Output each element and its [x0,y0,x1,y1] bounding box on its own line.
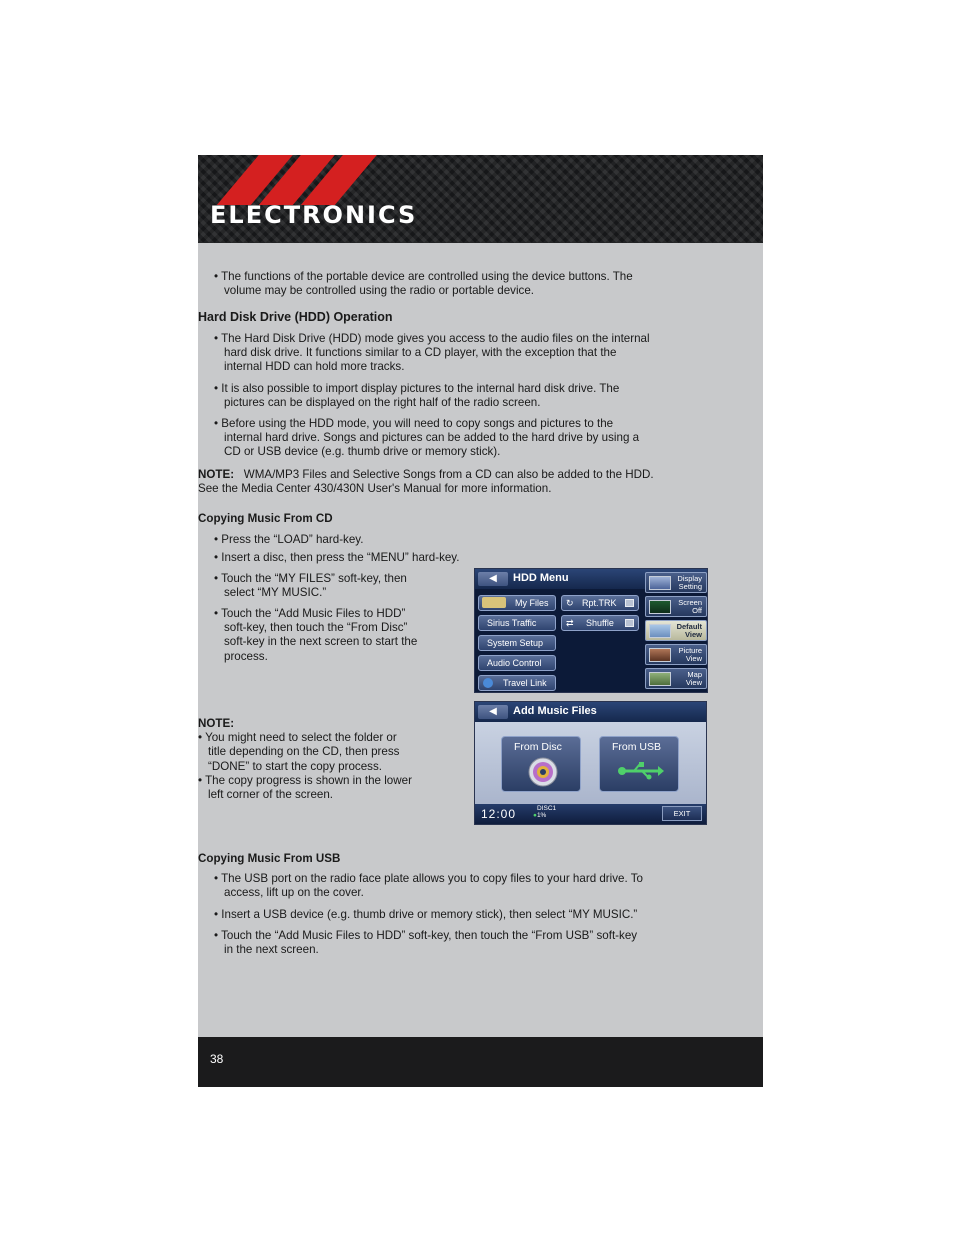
default-view-button[interactable]: Default View [645,620,707,641]
display-icon [649,576,671,590]
cd-bullet: • Touch the “Add Music Files to HDD” soft-key, then touch the “From Disc” soft-key in the next screen to start the process. [214,607,418,663]
hdd-bullet: • It is also possible to import display pictures to the internal hard disk drive. The pictures can be displayed on the right half of the radio screen. [214,382,620,410]
cd-bullet: • Insert a disc, then press the “MENU” hard-key. [214,551,460,564]
copy-usb-heading: Copying Music From USB [198,852,341,865]
page-footer [198,1037,763,1087]
sirius-traffic-button[interactable]: Sirius Traffic [478,615,556,631]
usb-bullet: • Touch the “Add Music Files to HDD” soft-key, then touch the “From USB” soft-key in the next screen. [214,929,638,957]
back-arrow-icon[interactable]: ◀ [478,705,508,719]
shuffle-checkbox[interactable] [625,619,634,627]
clock: 12:00 [481,807,517,821]
travel-link-button[interactable]: Travel Link [478,675,556,691]
repeat-track-button[interactable]: ↻ Rpt.TRK [561,595,639,611]
hdd-menu-title: HDD Menu [513,572,569,584]
page-number: 38 [210,1052,224,1066]
note-copy: NOTE: • You might need to select the folder or title depending on the CD, then press “DONE” to start the copy process. • The copy progress is shown in the lower left corner of the screen. [198,717,412,802]
travel-link-icon [483,678,493,688]
exit-button[interactable]: EXIT [662,806,702,821]
usb-bullet: • Insert a USB device (e.g. thumb drive or memory stick), then select “MY MUSIC.” [214,908,638,921]
my-files-button[interactable]: My Files [478,595,556,611]
section-header [198,155,763,243]
files-icon [482,597,506,608]
from-disc-button[interactable]: From Disc [501,736,581,792]
hdd-bullet: • The Hard Disk Drive (HDD) mode gives you access to the audio files on the internal hard disk drive. It functions similar to a CD player, with the exception that the internal HDD can hold more tracks. [214,332,650,374]
usb-bullet: • The USB port on the radio face plate allows you to copy files to your hard drive. To access, lift up on the cover. [214,872,643,900]
shuffle-icon: ⇄ [566,618,574,628]
intro-bullet: • The functions of the portable device are controlled using the device buttons. The volume may be controlled using the radio or portable device. [214,270,633,298]
repeat-icon: ↻ [566,598,574,608]
system-setup-button[interactable]: System Setup [478,635,556,651]
display-setting-button[interactable]: Display Setting [645,572,707,593]
copy-cd-heading: Copying Music From CD [198,512,333,525]
screen-off-button[interactable]: Screen Off [645,596,707,617]
add-music-title: Add Music Files [513,705,597,717]
progress-icon: ● [533,812,537,819]
repeat-checkbox[interactable] [625,599,634,607]
picture-view-button[interactable]: Picture View [645,644,707,665]
copy-progress: DISC1 ●1% [533,805,557,819]
usb-icon [616,761,664,781]
audio-control-button[interactable]: Audio Control [478,655,556,671]
section-title: ELECTRONICS [210,201,418,229]
note-hdd: NOTE: WMA/MP3 Files and Selective Songs from a CD can also be added to the HDD. See the Media Center 430/430N User's Manual for more information. [198,468,654,496]
disc-icon [528,757,558,787]
manual-page [198,155,763,1087]
hdd-heading: Hard Disk Drive (HDD) Operation [198,310,393,324]
map-icon [649,672,671,686]
default-view-icon [649,624,671,638]
add-music-files-screenshot [474,701,707,825]
hdd-bullet: • Before using the HDD mode, you will need to copy songs and pictures to the internal hard drive. Songs and pictures can be added to the hard drive by using a CD or USB device (e.g. thumb drive or memory stick). [214,417,640,459]
map-view-button[interactable]: Map View [645,668,707,689]
cd-bullet: • Touch the “MY FILES” soft-key, then select “MY MUSIC.” [214,572,407,600]
screen-off-icon [649,600,671,614]
cd-bullet: • Press the “LOAD” hard-key. [214,533,364,546]
back-arrow-icon[interactable]: ◀ [478,572,508,586]
from-usb-button[interactable]: From USB [599,736,679,792]
picture-icon [649,648,671,662]
hdd-menu-screenshot [474,568,708,693]
shuffle-button[interactable]: ⇄ Shuffle [561,615,639,631]
